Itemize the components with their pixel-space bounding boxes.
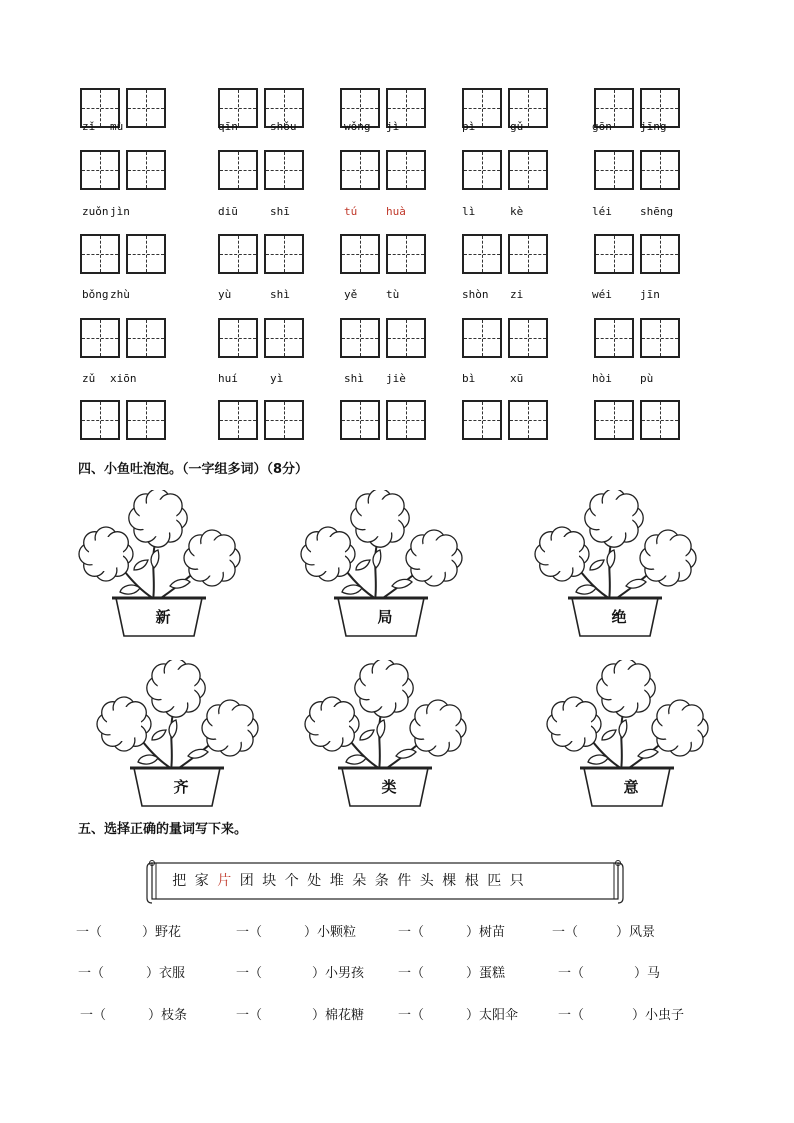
measure-word: 个 bbox=[284, 873, 299, 889]
noun-text: 枝条 bbox=[161, 1008, 188, 1023]
pot-character: 齐 bbox=[173, 778, 189, 796]
pinyin-label: shòn bbox=[462, 288, 489, 301]
tianzige-box[interactable] bbox=[264, 234, 304, 274]
tianzige-box[interactable] bbox=[340, 318, 380, 358]
tianzige-box[interactable] bbox=[264, 150, 304, 190]
pinyin-label: hòi bbox=[592, 372, 612, 385]
pinyin-label: zi bbox=[510, 288, 524, 301]
pinyin-label: xiōn bbox=[110, 372, 137, 385]
measure-word: 家 bbox=[194, 873, 209, 889]
measure-word: 根 bbox=[464, 873, 479, 889]
tianzige-box[interactable] bbox=[640, 318, 680, 358]
noun-text: 蛋糕 bbox=[479, 966, 506, 981]
suffix-text: ） bbox=[616, 925, 630, 940]
measure-word: 片 bbox=[217, 873, 232, 889]
tianzige-box[interactable] bbox=[462, 150, 502, 190]
tianzige-box[interactable] bbox=[508, 318, 548, 358]
measure-word-item bbox=[398, 921, 505, 940]
suffix-text: ） bbox=[312, 966, 326, 981]
pinyin-label: shī bbox=[270, 205, 290, 218]
noun-text: 衣服 bbox=[159, 966, 186, 981]
tianzige-box[interactable] bbox=[640, 234, 680, 274]
pinyin-label: huà bbox=[386, 205, 406, 218]
measure-word-item bbox=[552, 921, 655, 940]
measure-word-item bbox=[78, 962, 185, 981]
pinyin-label: bǒng bbox=[82, 288, 109, 301]
pinyin-label: kè bbox=[510, 205, 524, 218]
tianzige-box[interactable] bbox=[508, 150, 548, 190]
pinyin-label: mù bbox=[110, 120, 124, 133]
tianzige-box[interactable] bbox=[264, 400, 304, 440]
measure-word-item bbox=[236, 921, 356, 940]
measure-word: 堆 bbox=[329, 873, 344, 889]
noun-text: 太阳伞 bbox=[479, 1008, 519, 1023]
pinyin-label: qīn bbox=[218, 120, 238, 133]
pinyin-label: shǒu bbox=[270, 120, 297, 133]
tianzige-grid-section bbox=[0, 0, 794, 450]
tianzige-box[interactable] bbox=[218, 150, 258, 190]
pinyin-label: lì bbox=[462, 205, 476, 218]
pinyin-label: shì bbox=[344, 372, 364, 385]
measure-word-item bbox=[558, 1004, 684, 1023]
pinyin-label: huí bbox=[218, 372, 238, 385]
suffix-text: ） bbox=[466, 1008, 480, 1023]
pinyin-label: yě bbox=[344, 288, 358, 301]
tianzige-box[interactable] bbox=[264, 318, 304, 358]
noun-text: 小男孩 bbox=[325, 966, 365, 981]
measure-word: 头 bbox=[419, 873, 434, 889]
pinyin-label: bì bbox=[462, 372, 476, 385]
measure-word-item bbox=[398, 962, 505, 981]
noun-text: 棉花糖 bbox=[325, 1008, 365, 1023]
pinyin-label: jīng bbox=[640, 120, 667, 133]
tianzige-box[interactable] bbox=[594, 150, 634, 190]
suffix-text: ） bbox=[466, 925, 480, 940]
suffix-text: ） bbox=[634, 966, 648, 981]
measure-word: 把 bbox=[172, 873, 187, 889]
tianzige-box[interactable] bbox=[640, 400, 680, 440]
measure-word: 块 bbox=[262, 873, 277, 889]
tianzige-box[interactable] bbox=[126, 88, 166, 128]
noun-text: 小虫子 bbox=[645, 1008, 685, 1023]
pinyin-label: wéi bbox=[592, 288, 612, 301]
tianzige-box[interactable] bbox=[594, 234, 634, 274]
pinyin-label: zǔ bbox=[82, 372, 96, 385]
tianzige-box[interactable] bbox=[640, 150, 680, 190]
tianzige-box[interactable] bbox=[126, 318, 166, 358]
tianzige-box[interactable] bbox=[386, 150, 426, 190]
pinyin-label: shì bbox=[270, 288, 290, 301]
tianzige-box[interactable] bbox=[80, 400, 120, 440]
section-4-heading: 四、小鱼吐泡泡。（一字组多词）（8分） bbox=[78, 462, 309, 477]
measure-word-item bbox=[236, 962, 364, 981]
tianzige-box[interactable] bbox=[594, 318, 634, 358]
pinyin-label: gōn bbox=[592, 120, 612, 133]
section-5-heading: 五、选择正确的量词写下来。 bbox=[78, 822, 248, 837]
tianzige-box[interactable] bbox=[386, 318, 426, 358]
tianzige-box[interactable] bbox=[340, 400, 380, 440]
noun-text: 野花 bbox=[155, 925, 182, 940]
prefix-text: 一（ bbox=[236, 925, 263, 940]
tianzige-box[interactable] bbox=[508, 234, 548, 274]
tianzige-box[interactable] bbox=[386, 400, 426, 440]
measure-word-scroll bbox=[146, 858, 624, 904]
prefix-text: 一（ bbox=[552, 925, 579, 940]
pinyin-label: zuǒn bbox=[82, 205, 109, 218]
tianzige-box[interactable] bbox=[218, 318, 258, 358]
tianzige-box[interactable] bbox=[80, 318, 120, 358]
suffix-text: ） bbox=[312, 1008, 326, 1023]
tianzige-box[interactable] bbox=[80, 234, 120, 274]
pinyin-label: jìn bbox=[110, 205, 130, 218]
pinyin-label: xū bbox=[510, 372, 524, 385]
pot-character: 类 bbox=[381, 778, 397, 796]
pinyin-label: léi bbox=[592, 205, 612, 218]
prefix-text: 一（ bbox=[76, 925, 103, 940]
pot-character: 绝 bbox=[611, 608, 627, 626]
suffix-text: ） bbox=[304, 925, 318, 940]
noun-text: 树苗 bbox=[479, 925, 506, 940]
prefix-text: 一（ bbox=[398, 966, 425, 981]
suffix-text: ） bbox=[632, 1008, 646, 1023]
tianzige-box[interactable] bbox=[126, 400, 166, 440]
measure-word: 团 bbox=[239, 873, 254, 889]
tianzige-box[interactable] bbox=[508, 400, 548, 440]
pinyin-label: jīn bbox=[640, 288, 660, 301]
tianzige-box[interactable] bbox=[126, 150, 166, 190]
pinyin-label: yù bbox=[218, 288, 232, 301]
pinyin-label: pì bbox=[462, 120, 476, 133]
tianzige-box[interactable] bbox=[80, 150, 120, 190]
measure-word-item bbox=[558, 962, 660, 981]
tianzige-box[interactable] bbox=[340, 234, 380, 274]
pot-character: 意 bbox=[623, 778, 639, 796]
noun-text: 风景 bbox=[629, 925, 656, 940]
pot-character: 新 bbox=[155, 608, 171, 626]
flower-pot bbox=[78, 490, 248, 640]
flower-pot bbox=[534, 490, 704, 640]
prefix-text: 一（ bbox=[80, 1008, 107, 1023]
pinyin-label: shēng bbox=[640, 205, 674, 218]
noun-text: 小颗粒 bbox=[317, 925, 357, 940]
pinyin-label: jì bbox=[386, 120, 400, 133]
prefix-text: 一（ bbox=[236, 1008, 263, 1023]
noun-text: 马 bbox=[647, 966, 661, 981]
tianzige-box[interactable] bbox=[386, 234, 426, 274]
flower-pot bbox=[304, 660, 474, 810]
measure-word: 处 bbox=[307, 873, 322, 889]
measure-word: 棵 bbox=[442, 873, 457, 889]
prefix-text: 一（ bbox=[398, 925, 425, 940]
flower-pot bbox=[300, 490, 470, 640]
measure-word: 只 bbox=[509, 873, 524, 889]
tianzige-box[interactable] bbox=[462, 234, 502, 274]
suffix-text: ） bbox=[148, 1008, 162, 1023]
suffix-text: ） bbox=[146, 966, 160, 981]
prefix-text: 一（ bbox=[558, 1008, 585, 1023]
measure-word: 条 bbox=[374, 873, 389, 889]
measure-word: 匹 bbox=[487, 873, 502, 889]
measure-word-item bbox=[80, 1004, 187, 1023]
pinyin-label: gǔ bbox=[510, 120, 524, 133]
tianzige-box[interactable] bbox=[218, 400, 258, 440]
measure-word: 件 bbox=[397, 873, 412, 889]
pinyin-label: wǒng bbox=[344, 120, 371, 133]
measure-word-item bbox=[236, 1004, 364, 1023]
tianzige-box[interactable] bbox=[594, 400, 634, 440]
pinyin-label: tù bbox=[386, 288, 400, 301]
pinyin-label: tú bbox=[344, 205, 358, 218]
prefix-text: 一（ bbox=[78, 966, 105, 981]
flower-pot bbox=[546, 660, 716, 810]
prefix-text: 一（ bbox=[236, 966, 263, 981]
pinyin-label: diū bbox=[218, 205, 238, 218]
pinyin-label: zhù bbox=[110, 288, 130, 301]
tianzige-box[interactable] bbox=[126, 234, 166, 274]
pinyin-label: pù bbox=[640, 372, 654, 385]
suffix-text: ） bbox=[466, 966, 480, 981]
measure-word-list bbox=[168, 870, 528, 890]
pinyin-label: zǐ bbox=[82, 120, 96, 133]
pinyin-label: yì bbox=[270, 372, 284, 385]
flower-pot bbox=[96, 660, 266, 810]
tianzige-box[interactable] bbox=[462, 400, 502, 440]
pinyin-label: jiè bbox=[386, 372, 406, 385]
measure-word: 朵 bbox=[352, 873, 367, 889]
pot-character: 局 bbox=[377, 608, 393, 626]
prefix-text: 一（ bbox=[558, 966, 585, 981]
tianzige-box[interactable] bbox=[218, 234, 258, 274]
tianzige-box[interactable] bbox=[462, 318, 502, 358]
measure-word-item bbox=[76, 921, 181, 940]
prefix-text: 一（ bbox=[398, 1008, 425, 1023]
tianzige-box[interactable] bbox=[340, 150, 380, 190]
suffix-text: ） bbox=[142, 925, 156, 940]
measure-word-item bbox=[398, 1004, 518, 1023]
